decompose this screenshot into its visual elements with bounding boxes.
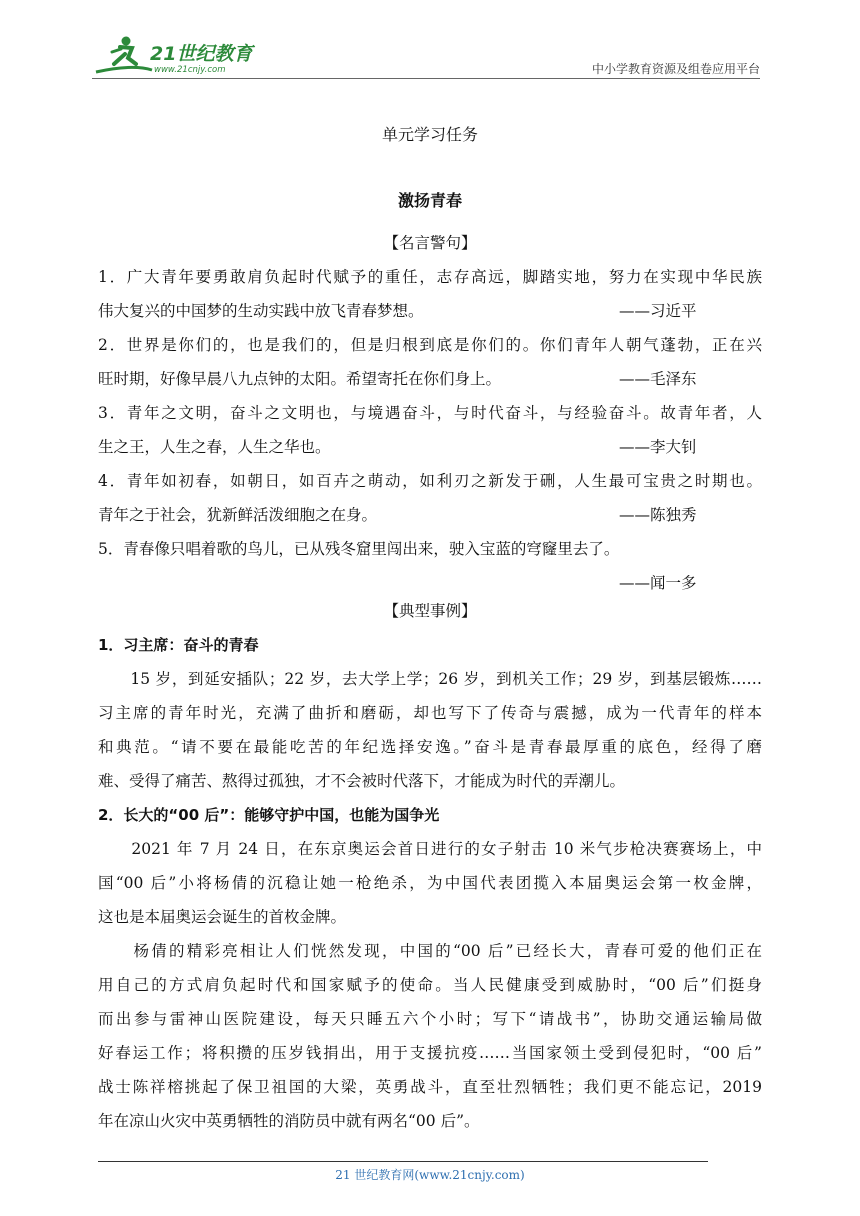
header-tagline: 中小学教育资源及组卷应用平台 [591,62,760,76]
quote-2-line-2 [98,362,762,396]
footer-text[interactable]: 21 世纪教育网(www.21cnjy.com) [335,1168,525,1182]
quote-2-author: ——毛泽东 [619,370,697,388]
case-2-line: 这也是本届奥运会诞生的首枚金牌。 [98,908,347,926]
quote-1-line-2 [98,294,762,328]
case-2-line: 年在凉山火灾中英勇牺牲的消防员中就有两名“00 后”。 [98,1112,480,1130]
quote-4-text: 青年之于社会，犹新鲜活泼细胞之在身。 [98,506,378,524]
case-2-line: 2021 年 7 月 24 日，在东京奥运会首日进行的女子射击 10 米气步枪决赛赛场上，中 [98,840,762,858]
quote-3-line-2 [98,430,762,464]
case-2-line: 战士陈祥榕挑起了保卫祖国的大梁，英勇战斗，直至壮烈牺牲；我们更不能忘记，2019 [98,1078,762,1096]
page-header [92,34,760,80]
case-2-line: 国“00 后”小将杨倩的沉稳让她一枪绝杀，为中国代表团揽入本届奥运会第一枚金牌， [98,874,762,892]
case-1-line: 难、受得了痛苦、熬得过孤独，才不会被时代落下，才能成为时代的弄潮儿。 [98,772,626,790]
site-logo [92,34,262,78]
quote-5-line-1: 5．青春像只唱着歌的鸟儿，已从残冬窟里闯出来，驶入宝蓝的穹窿里去了。 [98,540,620,558]
quote-5-author: ——闻一多 [619,574,697,592]
quote-3-line-1: 3．青年之文明，奋斗之文明也，与境遇奋斗，与时代奋斗，与经验奋斗。故青年者，人 [98,404,762,422]
runner-icon [96,37,152,73]
quote-1-line-1: 1．广大青年要勇敢肩负起时代赋予的重任，志存高远，脚踏实地，努力在实现中华民族 [98,268,762,286]
quote-3-text: 生之王，人生之春，人生之华也。 [98,438,331,456]
case-2-line: 用自己的方式肩负起时代和国家赋予的使命。当人民健康受到威胁时，“00 后”们挺身 [98,976,762,994]
logo-text: 21世纪教育 [150,43,253,65]
case-2-line: 好春运工作；将积攒的压岁钱捐出，用于支援抗疫……当国家领土受到侵犯时，“00 后” [98,1044,762,1062]
quote-1-text: 伟大复兴的中国梦的生动实践中放飞青春梦想。 [98,302,424,320]
cases-list [98,628,762,1138]
quote-4-line-1: 4．青年如初春，如朝日，如百卉之萌动，如利刃之新发于硎，人生最可宝贵之时期也。 [98,472,762,490]
case-2-line: 而出参与雷神山医院建设，每天只睡五六个小时；写下“请战书”，协助交通运输局做 [98,1010,762,1028]
quote-4-line-2 [98,498,762,532]
quote-2-line-1: 2．世界是你们的，也是我们的，但是归根到底是你们的。你们青年人朝气蓬勃，正在兴 [98,336,762,354]
header-divider [92,78,760,79]
case-2-line: 杨倩的精彩亮相让人们恍然发现，中国的“00 后”已经长大，青春可爱的他们正在 [98,942,762,960]
quotes-list [98,260,762,600]
quote-1-author: ——习近平 [619,302,697,320]
quote-2-text: 旺时期，好像早晨八九点钟的太阳。希望寄托在你们身上。 [98,370,502,388]
cases-section-title: 【典型事例】 [383,602,477,620]
case-1-line: 15 岁，到延安插队；22 岁，去大学上学；26 岁，到机关工作；29 岁，到基层锻炼…… [98,670,762,688]
quotes-section-title: 【名言警句】 [383,234,477,252]
footer-divider [98,1161,708,1162]
case-1-heading: 1．习主席：奋斗的青春 [98,636,259,654]
quote-4-author: ——陈独秀 [619,506,697,524]
case-1-line: 习主席的青年时光，充满了曲折和磨砺，却也写下了传奇与震撼，成为一代青年的样本 [98,704,762,722]
page-title: 激扬青春 [397,191,462,210]
case-1-line: 和典范。“请不要在最能吃苦的年纪选择安逸。”奋斗是青春最厚重的底色，经得了磨 [98,738,762,756]
logo-url: www.21cnjy.com [154,65,226,75]
case-2-heading: 2．长大的“00 后”：能够守护中国，也能为国争光 [98,806,440,824]
unit-heading: 单元学习任务 [381,125,478,144]
quote-3-author: ——李大钊 [619,438,697,456]
